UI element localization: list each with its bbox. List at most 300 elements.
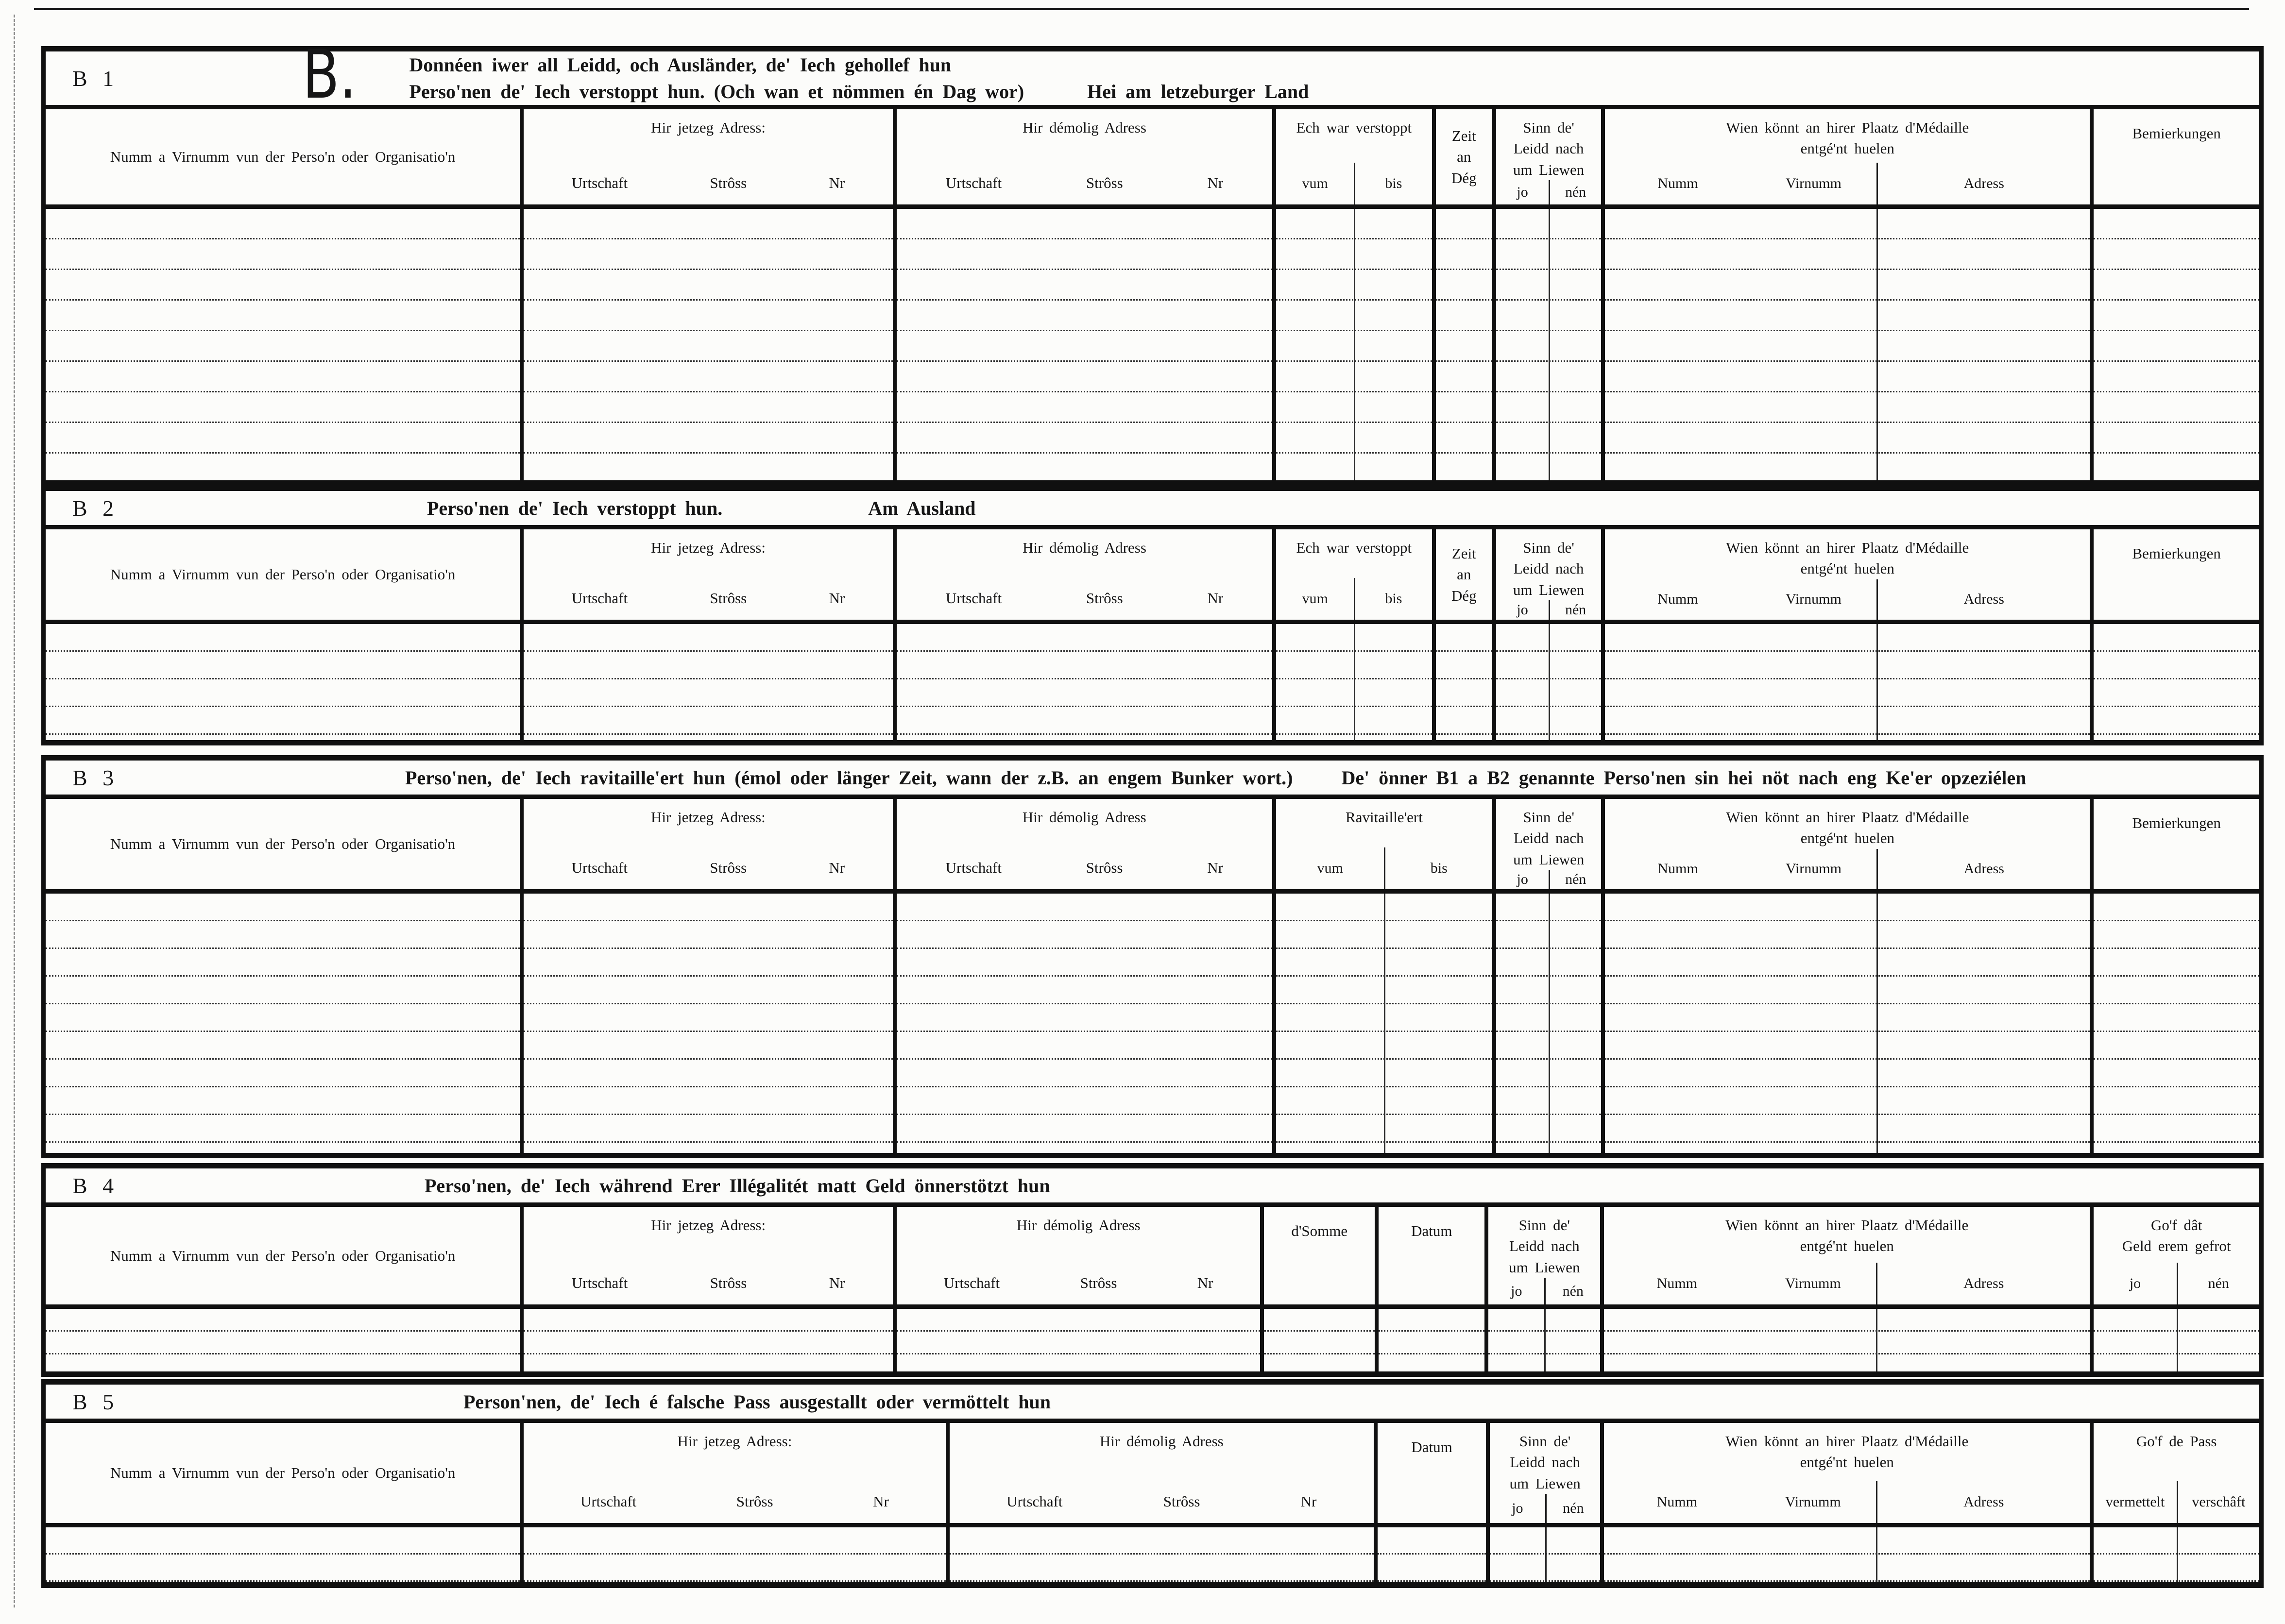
column-label	[46, 1245, 520, 1266]
column-sublabel: vum	[1302, 175, 1328, 191]
entry-row-line	[46, 423, 520, 454]
column-header-jetzeg-adress	[520, 1423, 945, 1523]
entry-row-line	[1264, 1309, 1375, 1332]
entry-row-line	[524, 209, 893, 239]
entry-row-line	[46, 331, 520, 362]
column-label-line: Wien könnt an hirer Plaatz d'Médaille	[1725, 1433, 1969, 1450]
entry-row-line	[2094, 652, 2259, 679]
entry-row-line	[1378, 1555, 1486, 1582]
column-label	[524, 1207, 893, 1235]
column-sublabel: jo	[1517, 871, 1528, 888]
column-label-line: Wien könnt an hirer Plaatz d'Médaille	[1726, 119, 1969, 136]
body-column-demolig-adress	[893, 624, 1272, 740]
body-column-name	[46, 1527, 520, 1582]
column-sublabels	[897, 174, 1272, 204]
column-sublabel: Strôss	[710, 1274, 747, 1291]
column-header-sinn	[1492, 529, 1601, 620]
section-title-text: Perso'nen de' Iech verstoppt hun. (Och wan et nömmen én Dag wor)	[409, 81, 1024, 102]
column-sublabel: Urtschaft	[571, 174, 628, 191]
section-label: B 5	[72, 1389, 119, 1414]
body-column-wien	[1600, 1309, 2090, 1371]
column-sublabel: Adress	[1876, 163, 2090, 204]
entry-row-line	[2094, 977, 2259, 1004]
column-label-line: Leidd nach	[1509, 1237, 1580, 1255]
entry-row-line	[524, 679, 893, 707]
column-sublabels	[1490, 1494, 1600, 1523]
column-label-line: Sinn de'	[1523, 539, 1574, 556]
column-sublabel: Urtschaft	[571, 1274, 628, 1291]
entry-row-line	[1605, 977, 2090, 1004]
section-title	[425, 1174, 1050, 1197]
entry-row-line	[46, 707, 520, 735]
entry-row-line	[1604, 1555, 2090, 1582]
column-divider-line	[1876, 1527, 1877, 1582]
section-title-text: Perso'nen, de' Iech ravitaille'ert hun (émol oder länger Zeit, wann der z.B. an engem Bunker wort.)	[405, 766, 1293, 789]
body-column-sinn	[1492, 624, 1601, 740]
column-label-line: Numm a Virnumm vun der Perso'n oder Organisatio'n	[110, 1464, 456, 1482]
column-header-demolig-adress	[893, 109, 1272, 204]
entry-row-line	[524, 1032, 893, 1060]
body-column-bemierkungen	[2090, 624, 2259, 740]
column-header-sinn	[1492, 799, 1601, 889]
body-column-demolig-adress	[893, 894, 1272, 1153]
column-sublabel: Numm	[1657, 861, 1698, 877]
column-sublabels	[1605, 849, 2090, 889]
entry-row-line	[1605, 949, 2090, 977]
column-sublabel: Strôss	[1086, 590, 1123, 607]
entry-row-line	[46, 362, 520, 392]
section-column-headers	[46, 799, 2259, 894]
entry-row-line	[1436, 270, 1492, 301]
column-sublabels	[1605, 163, 2090, 204]
entry-row-line	[2094, 239, 2259, 270]
column-sublabels	[1496, 600, 1601, 620]
column-sublabel: verschâft	[2177, 1481, 2259, 1523]
column-sublabels	[524, 174, 893, 204]
column-sublabel: Adress	[1876, 849, 2090, 889]
entry-row-line	[46, 1115, 520, 1143]
entry-row-line	[1605, 331, 2090, 362]
entry-row-line	[46, 624, 520, 652]
body-column-datum	[1374, 1527, 1486, 1582]
column-label-line: Sinn de'	[1518, 1217, 1570, 1234]
column-divider-line	[1549, 624, 1550, 740]
column-label-line: entgé'nt huelen	[1800, 560, 1894, 577]
column-sublabel: Virnumm	[1785, 175, 1842, 191]
entry-row-line	[46, 921, 520, 949]
column-label	[1379, 1207, 1484, 1241]
column-label-line: entgé'nt huelen	[1800, 140, 1894, 157]
column-header-datum	[1374, 1423, 1486, 1523]
column-label	[1496, 109, 1601, 180]
column-label-line: um Liewen	[1513, 850, 1585, 868]
column-header-name	[46, 1423, 520, 1523]
entry-row-line	[1605, 679, 2090, 707]
column-sublabel: Nr	[829, 590, 845, 607]
column-label-line: Bemierkungen	[2132, 125, 2221, 142]
page-top-rule	[34, 8, 2249, 10]
column-divider-line	[2177, 1309, 2178, 1371]
entry-row-line	[897, 301, 1272, 331]
column-sublabel: Numm	[1657, 591, 1698, 608]
column-header-wien	[1600, 1207, 2090, 1304]
entry-row-line	[1605, 270, 2090, 301]
body-column-ravitailleert	[1272, 894, 1492, 1153]
column-sublabel: Strôss	[710, 859, 747, 876]
entry-row-line	[46, 894, 520, 921]
column-label-line: Sinn de'	[1523, 119, 1574, 136]
body-column-name	[46, 624, 520, 740]
body-column-wien	[1601, 624, 2090, 740]
entry-row-line	[1605, 1032, 2090, 1060]
entry-row-line	[1604, 1309, 2090, 1332]
column-sublabel: Nr	[1197, 1274, 1213, 1291]
column-label-line: Leidd nach	[1513, 140, 1584, 157]
column-sublabel: Strôss	[1086, 859, 1123, 876]
section-title	[409, 53, 1309, 103]
section-body	[46, 1309, 2259, 1377]
entry-row-line	[1605, 707, 2090, 735]
column-sublabel: vum	[1317, 860, 1343, 876]
entry-row-line	[897, 331, 1272, 362]
column-label-line: d'Somme	[1291, 1222, 1348, 1239]
page-left-edge-mark	[14, 15, 15, 1607]
column-label	[1436, 125, 1492, 188]
column-label-line: Datum	[1411, 1222, 1452, 1239]
column-sublabel: Strôss	[1080, 1274, 1117, 1291]
column-label-line: Wien könnt an hirer Plaatz d'Médaille	[1726, 539, 1969, 556]
column-header-wien	[1600, 1423, 2090, 1523]
column-sublabel: Virnumm	[1785, 1275, 1841, 1291]
column-label-line: an	[1457, 148, 1471, 166]
entry-row-line	[1436, 679, 1492, 707]
column-label-line: Hir démolig Adress	[1022, 809, 1146, 826]
section-title-band	[46, 1379, 2259, 1423]
column-sublabel: Urtschaft	[1006, 1493, 1063, 1510]
column-label	[950, 1423, 1374, 1452]
column-sublabel: jo	[1517, 184, 1528, 201]
entry-row-line	[524, 1060, 893, 1087]
column-sublabels	[897, 1274, 1260, 1304]
section-b3	[41, 755, 2264, 1158]
entry-row-line	[46, 1087, 520, 1115]
entry-row-line	[1379, 1309, 1484, 1332]
section-letter: B.	[302, 35, 357, 114]
column-label	[524, 109, 893, 138]
body-column-name	[46, 209, 520, 480]
entry-row-line	[2094, 1004, 2259, 1032]
entry-row-line	[2094, 679, 2259, 707]
entry-row-line	[46, 949, 520, 977]
body-column-wien	[1601, 209, 2090, 480]
column-divider-line	[1544, 1309, 1546, 1371]
column-sublabel: vum	[1302, 591, 1328, 607]
entry-row-line	[2094, 707, 2259, 735]
column-sublabel: bis	[1354, 578, 1432, 620]
column-header-demolig-adress	[946, 1423, 1374, 1523]
column-sublabel: Urtschaft	[943, 1274, 1000, 1291]
section-title-text: Hei am letzeburger Land	[1087, 81, 1309, 102]
entry-row-line	[897, 1115, 1272, 1143]
entry-row-line	[1604, 1527, 2090, 1555]
column-label-line: Wien könnt an hirer Plaatz d'Médaille	[1725, 1217, 1969, 1234]
column-divider-line	[1354, 209, 1355, 480]
column-sublabel: Urtschaft	[945, 859, 1002, 876]
column-label	[1276, 529, 1432, 558]
section-b1	[41, 35, 2264, 486]
column-label-line: Hir jetzeg Adress:	[677, 1433, 792, 1450]
column-divider-line	[1545, 1527, 1547, 1582]
section-title-text: Perso'nen de' Iech verstoppt hun.	[427, 497, 723, 519]
entry-row-line	[897, 423, 1272, 454]
column-sublabel: Nr	[1207, 859, 1223, 876]
column-sublabel: Nr	[829, 174, 845, 191]
column-sublabel: bis	[1354, 163, 1432, 204]
column-sublabel: vermettelt	[2105, 1494, 2165, 1510]
section-title-line	[463, 1390, 1051, 1413]
entry-row-line	[524, 1004, 893, 1032]
body-column-jetzeg-adress	[520, 894, 893, 1153]
entry-row-line	[1264, 1332, 1375, 1354]
entry-row-line	[897, 949, 1272, 977]
section-body	[46, 209, 2259, 486]
entry-row-line	[1605, 1087, 2090, 1115]
column-label	[46, 146, 520, 167]
column-label	[524, 1423, 945, 1452]
column-sublabels	[1604, 1481, 2090, 1523]
column-sublabels	[897, 859, 1272, 889]
column-label-line: Dég	[1451, 587, 1477, 604]
entry-row-line	[46, 209, 520, 239]
section-title-text: Perso'nen, de' Iech während Erer Illégalitét matt Geld önnerstötzt hun	[425, 1174, 1050, 1197]
entry-row-line	[524, 239, 893, 270]
column-sublabel: Nr	[829, 859, 845, 876]
column-label-line: Bemierkungen	[2132, 814, 2221, 831]
column-label-line: Sinn de'	[1519, 1433, 1571, 1450]
entry-row-line	[1605, 624, 2090, 652]
column-sublabels	[1276, 847, 1492, 889]
column-header-demolig-adress	[893, 799, 1272, 889]
entry-row-line	[1605, 894, 2090, 921]
entry-row-line	[897, 1032, 1272, 1060]
section-body	[46, 624, 2259, 745]
body-column-wien	[1601, 894, 2090, 1153]
entry-row-line	[897, 239, 1272, 270]
entry-row-line	[2094, 331, 2259, 362]
column-label-line: entgé'nt huelen	[1800, 829, 1894, 847]
body-column-demolig-adress	[893, 1309, 1260, 1371]
body-column-jetzeg-adress	[520, 624, 893, 740]
column-label-line: Numm a Virnumm vun der Perso'n oder Organisatio'n	[110, 1247, 456, 1264]
column-label	[46, 564, 520, 585]
column-label	[2094, 529, 2259, 564]
column-label-line: Hir démolig Adress	[1023, 539, 1146, 556]
entry-row-line	[2094, 1032, 2259, 1060]
column-divider-line	[1549, 209, 1550, 480]
entry-row-line	[524, 1527, 945, 1555]
section-column-headers	[46, 1207, 2259, 1309]
column-label	[1496, 529, 1601, 600]
entry-row-line	[897, 209, 1272, 239]
column-header-bemierkungen	[2090, 799, 2259, 889]
column-sublabel: Urtschaft	[945, 590, 1002, 607]
entry-row-line	[950, 1555, 1374, 1582]
entry-row-line	[2094, 423, 2259, 454]
entry-row-line	[46, 1032, 520, 1060]
entry-row-line	[1436, 652, 1492, 679]
column-label	[46, 833, 520, 854]
column-label	[1276, 109, 1432, 138]
body-column-jetzeg-adress	[520, 209, 893, 480]
column-label	[2094, 1207, 2259, 1257]
column-label	[46, 1462, 520, 1483]
column-header-jetzeg-adress	[520, 109, 893, 204]
body-column-sinn	[1486, 1527, 1600, 1582]
column-sublabels	[1496, 180, 1601, 204]
entry-row-line	[524, 1115, 893, 1143]
entry-row-line	[2094, 624, 2259, 652]
column-label	[1604, 1423, 2090, 1473]
column-sublabel: Adress	[1876, 1481, 2090, 1523]
column-sublabel: Strôss	[736, 1493, 773, 1510]
column-divider-line	[2177, 1527, 2178, 1582]
column-header-demolig-adress	[893, 1207, 1260, 1304]
entry-row-line	[46, 977, 520, 1004]
column-label-line: Leidd nach	[1510, 1454, 1580, 1471]
body-column-gof-geld	[2090, 1309, 2259, 1371]
column-sublabel: Numm	[1656, 1275, 1697, 1291]
section-column-headers	[46, 1423, 2259, 1527]
column-label	[1604, 1207, 2090, 1257]
column-label-line: Dég	[1451, 169, 1477, 186]
column-sublabel: nén	[1549, 870, 1601, 889]
entry-row-line	[897, 977, 1272, 1004]
entry-row-line	[897, 1004, 1272, 1032]
entry-row-line	[2094, 1115, 2259, 1143]
column-sublabel: Adress	[1876, 579, 2090, 620]
entry-row-line	[950, 1527, 1374, 1555]
body-column-demolig-adress	[946, 1527, 1374, 1582]
section-b5	[41, 1379, 2264, 1588]
entry-row-line	[524, 1309, 893, 1332]
column-label-line: Numm a Virnumm vun der Perso'n oder Organisatio'n	[110, 566, 456, 583]
column-sublabel: jo	[1511, 1283, 1522, 1299]
entry-row-line	[1605, 1115, 2090, 1143]
entry-row-line	[524, 652, 893, 679]
column-sublabels	[1604, 1263, 2090, 1304]
column-label-line: entgé'nt huelen	[1800, 1237, 1894, 1255]
entry-row-line	[1604, 1332, 2090, 1354]
column-label-line: Numm a Virnumm vun der Perso'n oder Organisatio'n	[110, 835, 456, 853]
column-header-ravitailleert	[1272, 799, 1492, 889]
column-label	[1436, 543, 1492, 606]
entry-row-line	[524, 1087, 893, 1115]
entry-row-line	[1436, 423, 1492, 454]
column-label-line: Sinn de'	[1523, 809, 1574, 826]
column-header-bemierkungen	[2090, 529, 2259, 620]
column-label-line: Zeit	[1451, 544, 1476, 562]
entry-row-line	[524, 894, 893, 921]
body-column-sinn	[1484, 1309, 1600, 1371]
section-title	[427, 497, 976, 520]
entry-row-line	[1378, 1527, 1486, 1555]
entry-row-line	[897, 1087, 1272, 1115]
body-column-datum	[1375, 1309, 1484, 1371]
section-title-text: Person'nen, de' Iech é falsche Pass ausgestallt oder vermöttelt hun	[463, 1390, 1051, 1413]
column-sublabel: bis	[1384, 847, 1492, 889]
column-sublabel: nén	[1549, 180, 1601, 204]
entry-row-line	[2094, 1060, 2259, 1087]
entry-row-line	[897, 679, 1272, 707]
column-label	[1276, 799, 1492, 828]
entry-row-line	[46, 652, 520, 679]
column-label-line: Hir jetzeg Adress:	[651, 539, 766, 556]
column-header-wien	[1601, 799, 2090, 889]
section-body	[46, 894, 2259, 1158]
entry-row-line	[46, 1555, 520, 1582]
column-header-sinn	[1492, 109, 1601, 204]
column-sublabels	[524, 1274, 893, 1304]
body-column-jetzeg-adress	[520, 1309, 893, 1371]
entry-row-line	[1436, 239, 1492, 270]
column-label	[897, 799, 1272, 828]
section-body	[46, 1527, 2259, 1588]
entry-row-line	[46, 1004, 520, 1032]
column-label-line: Go'f dât	[2150, 1217, 2202, 1234]
entry-row-line	[2094, 209, 2259, 239]
column-header-name	[46, 1207, 520, 1304]
column-label-line: Hir démolig Adress	[1023, 119, 1146, 136]
column-label-line: Zeit	[1451, 127, 1476, 144]
column-label	[1490, 1423, 1600, 1494]
entry-row-line	[897, 624, 1272, 652]
column-sublabel: Nr	[873, 1493, 889, 1510]
body-column-bemierkungen	[2090, 894, 2259, 1153]
section-title-band	[46, 486, 2259, 529]
column-sublabel: nén	[1545, 1494, 1601, 1523]
body-column-jetzeg-adress	[520, 1527, 945, 1582]
body-column-sinn	[1492, 209, 1601, 480]
section-title-band	[46, 1163, 2259, 1207]
entry-row-line	[524, 392, 893, 423]
column-label	[2094, 109, 2259, 144]
column-header-jetzeg-adress	[520, 529, 893, 620]
column-label	[1496, 799, 1601, 870]
column-divider-line	[1876, 209, 1878, 480]
column-sublabel: Virnumm	[1785, 591, 1842, 608]
column-sublabel: nén	[1549, 600, 1601, 620]
entry-row-line	[1436, 209, 1492, 239]
column-header-wien	[1601, 529, 2090, 620]
column-header-jetzeg-adress	[520, 1207, 893, 1304]
entry-row-line	[46, 1332, 520, 1354]
entry-row-line	[1436, 392, 1492, 423]
entry-row-line	[1436, 624, 1492, 652]
entry-row-line	[524, 949, 893, 977]
column-sublabel: Urtschaft	[580, 1493, 637, 1510]
body-column-zeit	[1432, 624, 1492, 740]
column-sublabel: Nr	[1300, 1493, 1317, 1510]
column-header-name	[46, 109, 520, 204]
entry-row-line	[1436, 301, 1492, 331]
column-label	[897, 1207, 1260, 1235]
column-label-line: um Liewen	[1509, 1474, 1581, 1492]
entry-row-line	[524, 423, 893, 454]
column-label-line: Numm a Virnumm vun der Perso'n oder Organisatio'n	[110, 148, 456, 166]
section-title-band	[46, 35, 2259, 114]
section-label: B 1	[72, 66, 119, 91]
column-sublabel: jo	[1512, 1500, 1523, 1517]
